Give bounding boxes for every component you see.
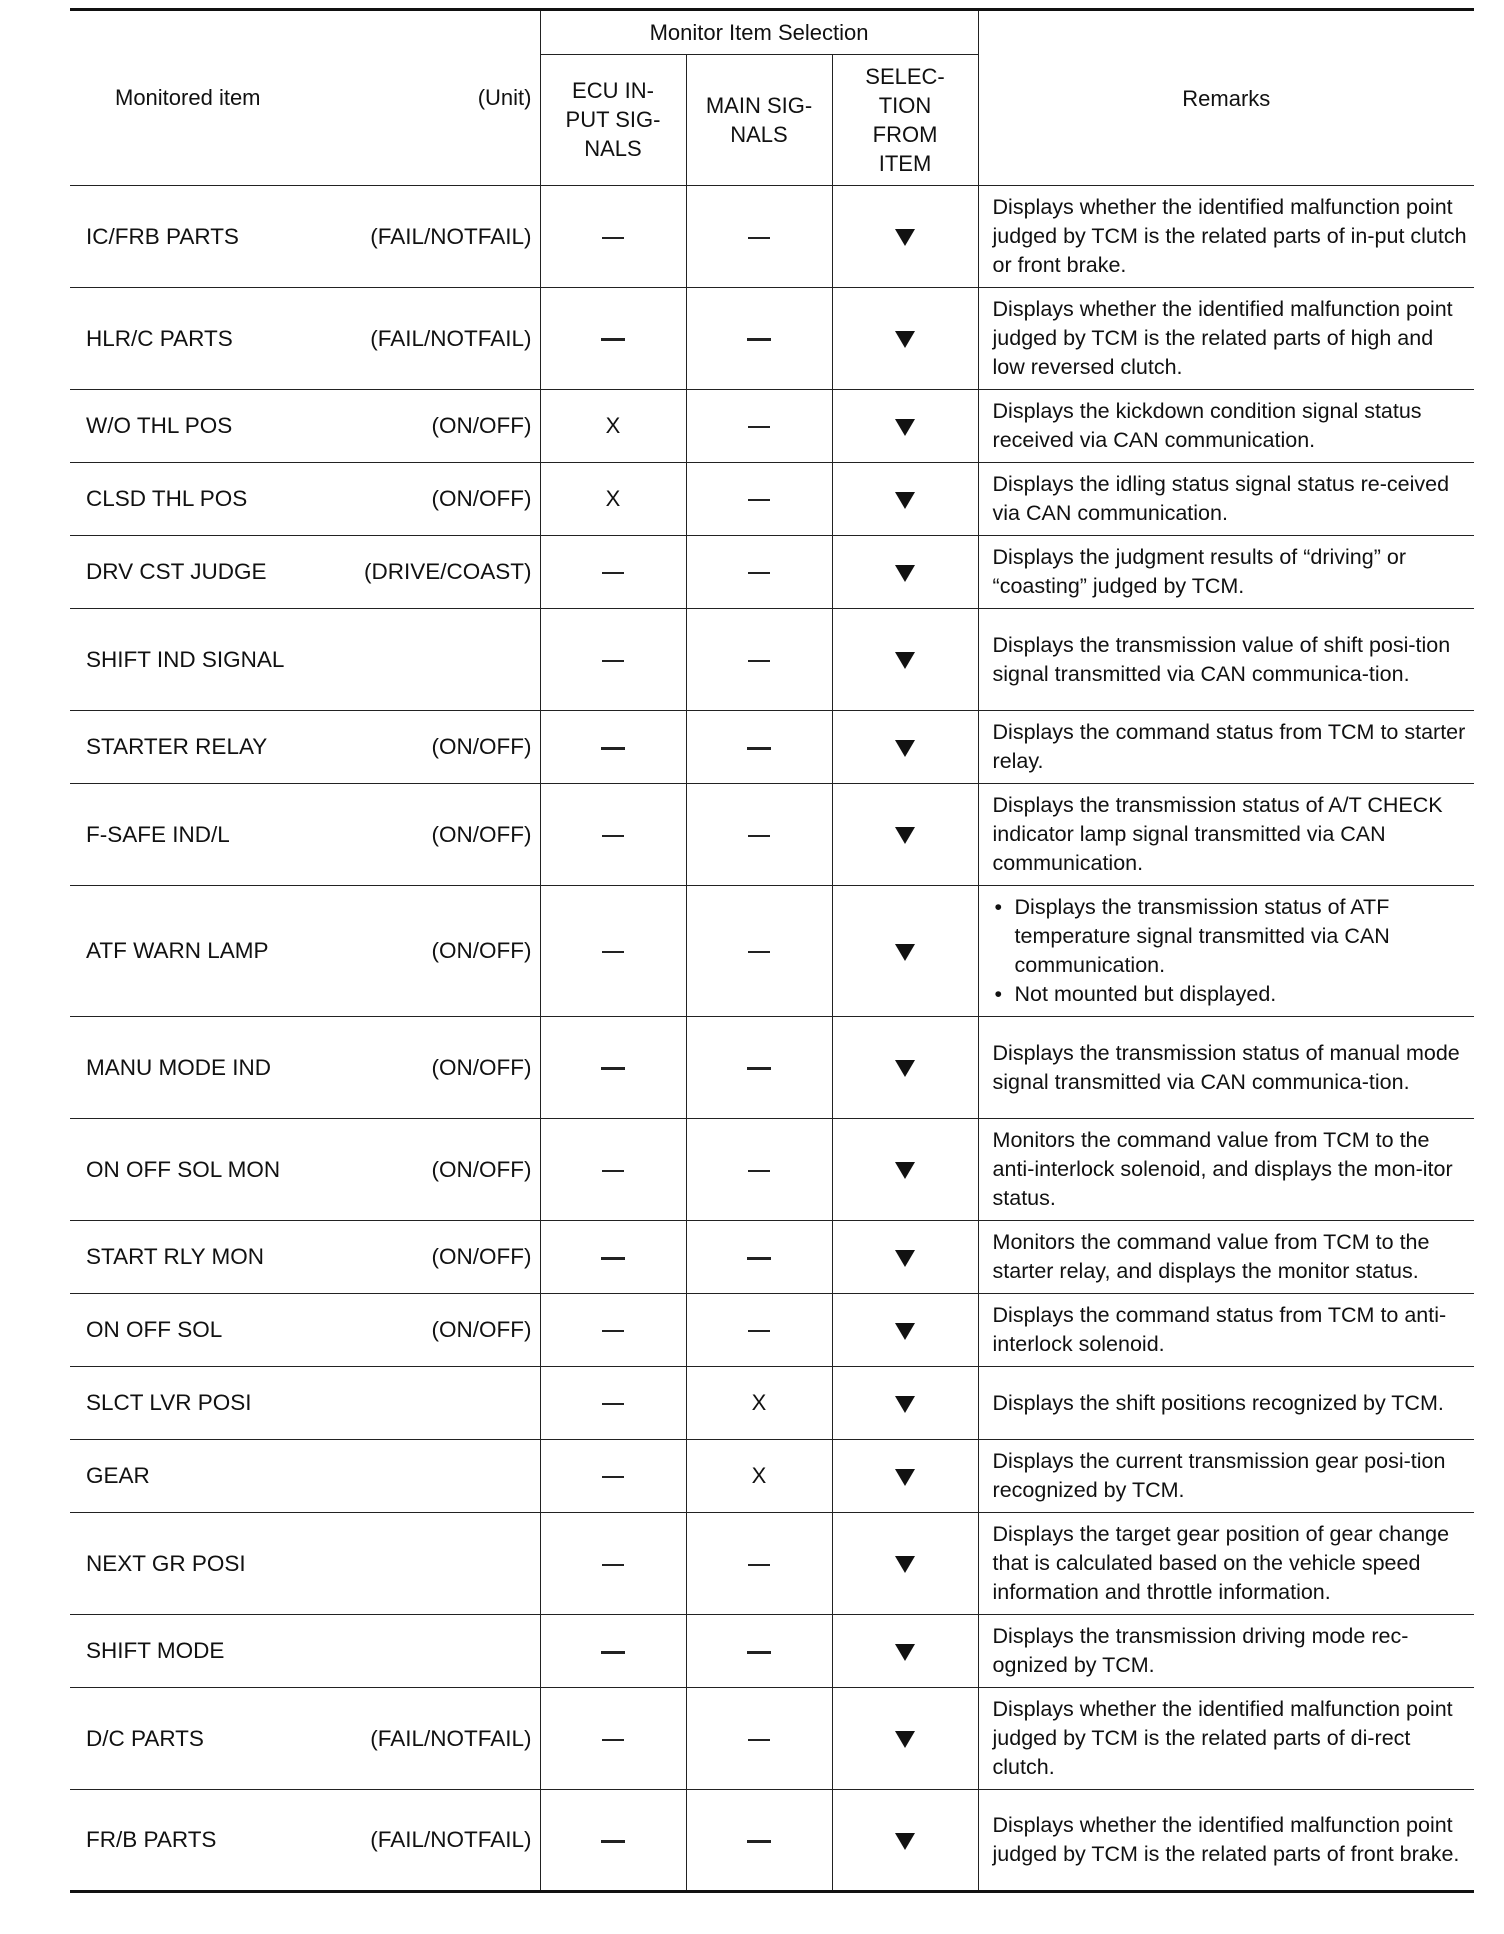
selection-from-item-cell — [832, 1367, 978, 1440]
remarks-cell: Displays whether the identified malfunction point judged by TCM is the related parts of in-put clutch or front brake. — [978, 186, 1474, 288]
down-triangle-icon — [895, 229, 915, 246]
dash-mark — [748, 572, 770, 574]
dash-mark — [602, 1330, 624, 1332]
x-mark: X — [605, 486, 621, 511]
main-signal-cell — [686, 1017, 832, 1119]
main-signal-cell — [686, 1440, 832, 1513]
monitored-item-unit: (ON/OFF) — [431, 1317, 532, 1342]
remarks-cell: Displays whether the identified malfunction point judged by TCM is the related parts of front brake. — [978, 1790, 1474, 1892]
dash-mark — [602, 1403, 624, 1405]
ecu-input-signal-cell — [540, 784, 686, 886]
remarks-cell: Displays the judgment results of “driving” or “coasting” judged by TCM. — [978, 536, 1474, 609]
selection-from-item-cell — [832, 784, 978, 886]
down-triangle-icon — [895, 827, 915, 844]
ecu-input-signal-cell — [540, 1440, 686, 1513]
remarks-cell: Monitors the command value from TCM to the anti-interlock solenoid, and displays the mon-itor status. — [978, 1119, 1474, 1221]
remarks-list-item: • Not mounted but displayed. — [993, 980, 1469, 1009]
dash-mark — [601, 1067, 625, 1070]
x-mark: X — [605, 413, 621, 438]
monitored-item-cell — [70, 1615, 540, 1688]
main-signal-cell — [686, 711, 832, 784]
dash-mark — [748, 237, 770, 239]
monitored-item-cell — [70, 609, 540, 711]
main-signal-cell — [686, 1294, 832, 1367]
dash-mark — [748, 1739, 770, 1741]
ecu-input-signal-cell — [540, 390, 686, 463]
down-triangle-icon — [895, 1396, 915, 1413]
dash-mark — [747, 338, 771, 341]
main-signal-cell — [686, 536, 832, 609]
ecu-input-signal-cell — [540, 609, 686, 711]
monitored-item-unit: (FAIL/NOTFAIL) — [370, 223, 532, 249]
remarks-cell: Displays the target gear position of gear change that is calculated based on the vehicle speed information and throttle information. — [978, 1513, 1474, 1615]
main-signal-cell — [686, 1790, 832, 1892]
remarks-cell: Displays the transmission status of manual mode signal transmitted via CAN communica-tion. — [978, 1017, 1474, 1119]
dash-mark — [748, 499, 770, 501]
header-monitored-item-label: Monitored item — [115, 85, 261, 110]
table-row — [70, 1367, 1474, 1440]
monitored-item-name: NEXT GR POSI — [86, 1550, 246, 1576]
down-triangle-icon — [895, 652, 915, 669]
monitored-item-cell — [70, 711, 540, 784]
remarks-list — [993, 893, 1469, 1009]
remarks-cell: Displays whether the identified malfunction point judged by TCM is the related parts of di-rect clutch. — [978, 1688, 1474, 1790]
down-triangle-icon — [895, 1060, 915, 1077]
down-triangle-icon — [895, 1250, 915, 1267]
selection-from-item-cell — [832, 1440, 978, 1513]
monitored-item-cell — [70, 536, 540, 609]
table-row — [70, 1440, 1474, 1513]
header-monitored-item — [70, 10, 540, 186]
monitored-item-name: ON OFF SOL — [86, 1317, 223, 1342]
ecu-input-signal-cell — [540, 186, 686, 288]
down-triangle-icon — [895, 1323, 915, 1340]
main-signal-cell — [686, 390, 832, 463]
monitored-item-name: MANU MODE IND — [86, 1054, 271, 1080]
main-signal-cell — [686, 609, 832, 711]
table-row — [70, 1221, 1474, 1294]
table-row — [70, 711, 1474, 784]
dash-mark — [748, 1170, 770, 1172]
remarks-cell: Displays the current transmission gear posi-tion recognized by TCM. — [978, 1440, 1474, 1513]
dash-mark — [747, 1067, 771, 1070]
header-remarks: Remarks — [978, 10, 1474, 186]
selection-from-item-cell — [832, 1294, 978, 1367]
remarks-cell: Displays the shift positions recognized by TCM. — [978, 1367, 1474, 1440]
header-unit-label: (Unit) — [477, 85, 532, 110]
monitored-item-unit: (ON/OFF) — [431, 1054, 532, 1080]
monitor-item-table-container — [70, 8, 1474, 1893]
monitored-item-name: SLCT LVR POSI — [86, 1390, 252, 1415]
ecu-input-signal-cell — [540, 886, 686, 1017]
dash-mark — [601, 1651, 625, 1654]
main-signal-cell — [686, 1513, 832, 1615]
selection-from-item-cell — [832, 1790, 978, 1892]
selection-from-item-cell — [832, 288, 978, 390]
down-triangle-icon — [895, 944, 915, 961]
monitored-item-name: SHIFT IND SIGNAL — [86, 646, 285, 672]
x-mark: X — [751, 1463, 767, 1488]
table-row — [70, 1119, 1474, 1221]
monitored-item-unit: (ON/OFF) — [431, 821, 532, 847]
monitored-item-cell — [70, 463, 540, 536]
monitored-item-name: FR/B PARTS — [86, 1827, 217, 1852]
ecu-input-signal-cell — [540, 1790, 686, 1892]
dash-mark — [748, 951, 770, 953]
monitored-item-name: IC/FRB PARTS — [86, 223, 239, 249]
down-triangle-icon — [895, 1731, 915, 1748]
monitored-item-name: STARTER RELAY — [86, 734, 268, 759]
selection-from-item-cell — [832, 536, 978, 609]
selection-from-item-cell — [832, 390, 978, 463]
remarks-cell: Displays the transmission driving mode rec-ognized by TCM. — [978, 1615, 1474, 1688]
monitored-item-cell — [70, 784, 540, 886]
down-triangle-icon — [895, 1162, 915, 1179]
main-signal-cell — [686, 463, 832, 536]
dash-mark — [602, 572, 624, 574]
dash-mark — [602, 1739, 624, 1741]
table-row — [70, 1790, 1474, 1892]
remarks-cell: Monitors the command value from TCM to the starter relay, and displays the monitor status. — [978, 1221, 1474, 1294]
main-signal-cell — [686, 288, 832, 390]
dash-mark — [601, 1257, 625, 1260]
main-signal-cell — [686, 784, 832, 886]
monitored-item-cell — [70, 1294, 540, 1367]
monitored-item-unit: (DRIVE/COAST) — [363, 559, 532, 584]
monitored-item-unit: (ON/OFF) — [431, 734, 532, 759]
dash-mark — [602, 951, 624, 953]
selection-from-item-cell — [832, 1688, 978, 1790]
table-row — [70, 1513, 1474, 1615]
monitored-item-cell — [70, 288, 540, 390]
dash-mark — [748, 426, 770, 428]
monitored-item-name: ON OFF SOL MON — [86, 1156, 281, 1182]
dash-mark — [747, 1651, 771, 1654]
remarks-cell: Displays the idling status signal status re-ceived via CAN communication. — [978, 463, 1474, 536]
ecu-input-signal-cell — [540, 1513, 686, 1615]
dash-mark — [748, 835, 770, 837]
down-triangle-icon — [895, 1833, 915, 1850]
x-mark: X — [751, 1390, 767, 1415]
dash-mark — [602, 1476, 624, 1478]
ecu-input-signal-cell — [540, 1017, 686, 1119]
monitored-item-unit: (ON/OFF) — [431, 413, 532, 438]
down-triangle-icon — [895, 1469, 915, 1486]
ecu-input-signal-cell — [540, 463, 686, 536]
table-row — [70, 886, 1474, 1017]
monitored-item-unit: (ON/OFF) — [431, 1156, 532, 1182]
dash-mark — [748, 1564, 770, 1566]
monitored-item-cell — [70, 390, 540, 463]
ecu-input-signal-cell — [540, 1294, 686, 1367]
remarks-cell: Displays the kickdown condition signal status received via CAN communication. — [978, 390, 1474, 463]
table-row — [70, 1688, 1474, 1790]
dash-mark — [748, 1330, 770, 1332]
main-signal-cell — [686, 1221, 832, 1294]
header-selection-from-item: SELEC- TION FROM ITEM — [832, 54, 978, 186]
dash-mark — [602, 237, 624, 239]
monitored-item-cell — [70, 1017, 540, 1119]
dash-mark — [601, 1840, 625, 1843]
monitored-item-unit: (FAIL/NOTFAIL) — [370, 1827, 532, 1852]
ecu-input-signal-cell — [540, 1221, 686, 1294]
table-row — [70, 186, 1474, 288]
header-monitor-item-selection: Monitor Item Selection — [540, 10, 978, 55]
monitored-item-unit: (ON/OFF) — [431, 938, 532, 963]
remarks-cell: Displays whether the identified malfunction point judged by TCM is the related parts of high and low reversed clutch. — [978, 288, 1474, 390]
monitored-item-unit: (FAIL/NOTFAIL) — [370, 1725, 532, 1751]
monitored-item-name: CLSD THL POS — [86, 486, 248, 511]
down-triangle-icon — [895, 565, 915, 582]
monitored-item-cell — [70, 186, 540, 288]
dash-mark — [748, 660, 770, 662]
table-body — [70, 186, 1474, 1892]
ecu-input-signal-cell — [540, 1615, 686, 1688]
dash-mark — [601, 338, 625, 341]
dash-mark — [602, 1170, 624, 1172]
selection-from-item-cell — [832, 1017, 978, 1119]
dash-mark — [747, 1257, 771, 1260]
monitored-item-unit: (ON/OFF) — [431, 1244, 532, 1269]
selection-from-item-cell — [832, 609, 978, 711]
ecu-input-signal-cell — [540, 1119, 686, 1221]
down-triangle-icon — [895, 1556, 915, 1573]
monitored-item-unit: (FAIL/NOTFAIL) — [370, 325, 532, 351]
monitored-item-cell — [70, 1119, 540, 1221]
dash-mark — [602, 835, 624, 837]
selection-from-item-cell — [832, 186, 978, 288]
down-triangle-icon — [895, 492, 915, 509]
remarks-list-item: • Displays the transmission status of ATF temperature signal transmitted via CAN communication. — [993, 893, 1469, 980]
down-triangle-icon — [895, 419, 915, 436]
table-row — [70, 536, 1474, 609]
table-row — [70, 609, 1474, 711]
dash-mark — [747, 1840, 771, 1843]
main-signal-cell — [686, 1367, 832, 1440]
main-signal-cell — [686, 886, 832, 1017]
monitored-item-name: SHIFT MODE — [86, 1638, 225, 1663]
monitored-item-cell — [70, 1367, 540, 1440]
monitored-item-cell — [70, 1513, 540, 1615]
monitor-item-table — [70, 8, 1474, 1893]
selection-from-item-cell — [832, 1513, 978, 1615]
monitored-item-cell — [70, 1688, 540, 1790]
table-row — [70, 1615, 1474, 1688]
monitored-item-cell — [70, 886, 540, 1017]
ecu-input-signal-cell — [540, 536, 686, 609]
main-signal-cell — [686, 1615, 832, 1688]
header-ecu-input-signals: ECU IN- PUT SIG- NALS — [540, 54, 686, 186]
remarks-cell: Displays the command status from TCM to starter relay. — [978, 711, 1474, 784]
table-row — [70, 390, 1474, 463]
dash-mark — [602, 660, 624, 662]
selection-from-item-cell — [832, 886, 978, 1017]
monitored-item-cell — [70, 1440, 540, 1513]
ecu-input-signal-cell — [540, 1367, 686, 1440]
selection-from-item-cell — [832, 711, 978, 784]
dash-mark — [601, 747, 625, 750]
table-row — [70, 1017, 1474, 1119]
down-triangle-icon — [895, 331, 915, 348]
monitored-item-cell — [70, 1221, 540, 1294]
monitored-item-name: D/C PARTS — [86, 1725, 204, 1751]
table-row — [70, 784, 1474, 886]
selection-from-item-cell — [832, 1615, 978, 1688]
down-triangle-icon — [895, 1644, 915, 1661]
dash-mark — [602, 1564, 624, 1566]
remarks-cell: Displays the transmission value of shift posi-tion signal transmitted via CAN communica-tion. — [978, 609, 1474, 711]
monitored-item-name: HLR/C PARTS — [86, 325, 233, 351]
monitored-item-name: START RLY MON — [86, 1244, 264, 1269]
remarks-cell: Displays the transmission status of A/T CHECK indicator lamp signal transmitted via CAN communication. — [978, 784, 1474, 886]
table-row — [70, 288, 1474, 390]
selection-from-item-cell — [832, 1221, 978, 1294]
monitored-item-name: GEAR — [86, 1463, 150, 1488]
monitored-item-cell — [70, 1790, 540, 1892]
ecu-input-signal-cell — [540, 1688, 686, 1790]
monitored-item-name: W/O THL POS — [86, 413, 233, 438]
monitored-item-name: ATF WARN LAMP — [86, 938, 269, 963]
monitored-item-name: DRV CST JUDGE — [86, 559, 267, 584]
dash-mark — [747, 747, 771, 750]
main-signal-cell — [686, 1119, 832, 1221]
main-signal-cell — [686, 186, 832, 288]
main-signal-cell — [686, 1688, 832, 1790]
monitored-item-unit: (ON/OFF) — [431, 486, 532, 511]
table-row — [70, 1294, 1474, 1367]
down-triangle-icon — [895, 740, 915, 757]
selection-from-item-cell — [832, 1119, 978, 1221]
ecu-input-signal-cell — [540, 288, 686, 390]
header-main-signals: MAIN SIG- NALS — [686, 54, 832, 186]
table-row — [70, 463, 1474, 536]
ecu-input-signal-cell — [540, 711, 686, 784]
selection-from-item-cell — [832, 463, 978, 536]
monitored-item-name: F-SAFE IND/L — [86, 821, 230, 847]
remarks-cell: Displays the command status from TCM to anti-interlock solenoid. — [978, 1294, 1474, 1367]
remarks-cell — [978, 886, 1474, 1017]
